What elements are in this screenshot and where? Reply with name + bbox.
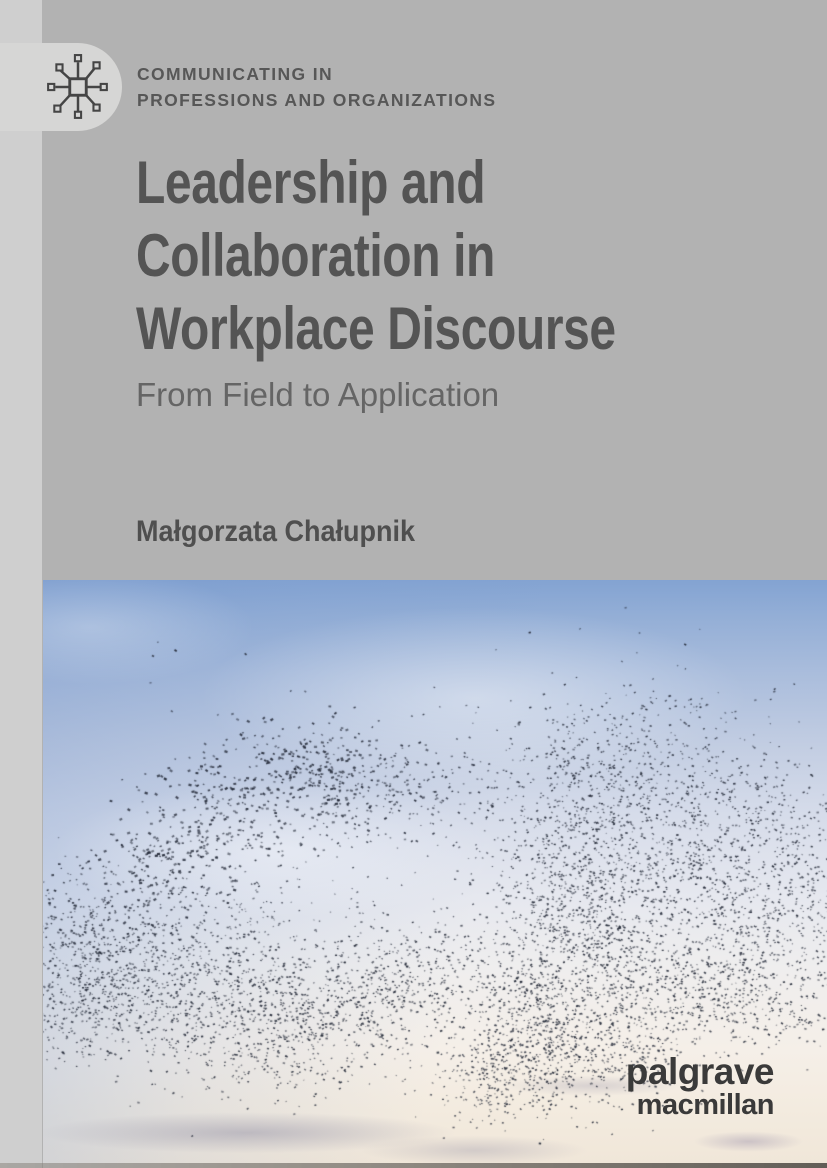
bottom-edge-shadow xyxy=(0,1163,827,1168)
book-title-line2: Collaboration in xyxy=(136,222,495,289)
author-name: Małgorzata Chałupnik xyxy=(136,515,416,548)
publisher-macmillan: macmillan xyxy=(636,1089,774,1121)
series-title-line1: COMMUNICATING IN xyxy=(137,64,334,84)
left-band xyxy=(0,0,42,1168)
book-title xyxy=(136,146,736,365)
publisher-palgrave: palgrave xyxy=(625,1051,774,1092)
series-title xyxy=(137,61,497,113)
book-subtitle: From Field to Application xyxy=(136,376,500,413)
series-logo-tab xyxy=(0,43,122,131)
publisher-logo xyxy=(625,1051,774,1121)
cover-photo xyxy=(43,580,827,1168)
book-title-line1: Leadership and xyxy=(136,149,486,216)
series-title-line2: PROFESSIONS AND ORGANIZATIONS xyxy=(137,90,497,110)
network-nodes-icon xyxy=(46,53,110,121)
book-title-line3: Workplace Discourse xyxy=(136,295,616,362)
